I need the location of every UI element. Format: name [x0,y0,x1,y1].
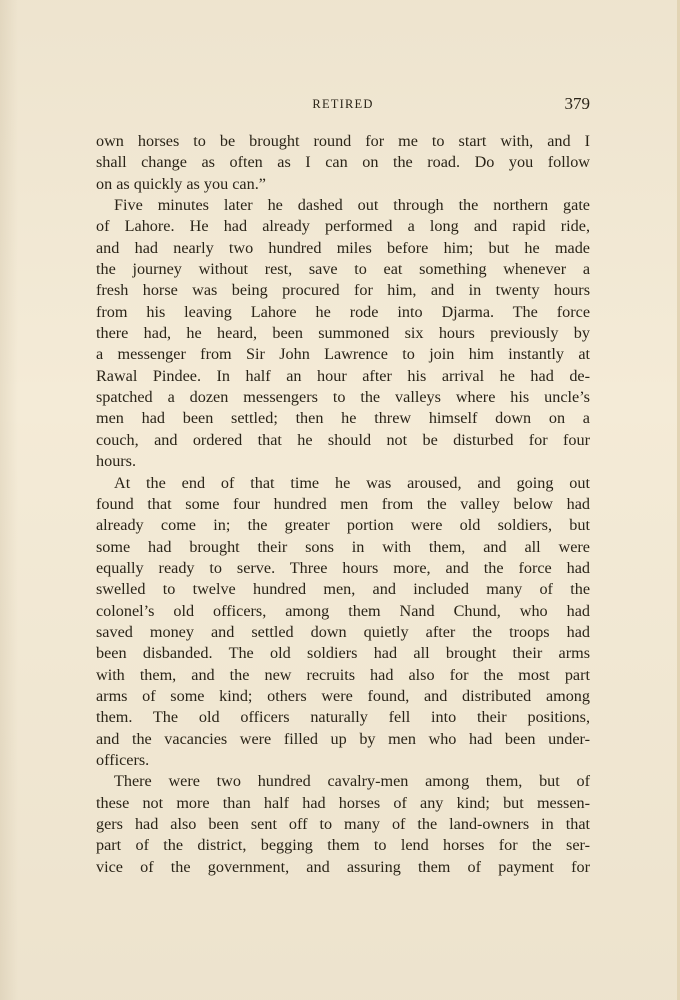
body-text [96,131,590,878]
text-line: fresh horse was being procured for him, and in twenty hours [96,281,590,300]
text-line: found that some four hundred men from the valley below had [96,494,590,513]
text-line: Five minutes later he dashed out through the northern gate [114,196,590,215]
text-line: from his leaving Lahore he rode into Djarma. The force [96,302,590,321]
text-line: saved money and settled down quietly after the troops had [96,622,590,641]
page-number: 379 [564,94,590,113]
text-line: there had, he heard, been summoned six hours previously by [96,324,590,343]
text-line: equally ready to serve. Three hours more, and the force had [96,558,590,577]
text-line: officers. [96,750,150,769]
text-line: a messenger from Sir John Lawrence to join him instantly at [96,345,590,364]
text-line: on as quickly as you can.” [96,174,266,193]
text-line: couch, and ordered that he should not be disturbed for four [96,430,590,449]
paragraph-3 [96,473,590,772]
text-line: men had been settled; then he threw himself down on a [96,409,590,428]
text-line: been disbanded. The old soldiers had all brought their arms [96,644,590,663]
text-line: own horses to be brought round for me to start with, and I [96,132,590,150]
text-line: and had nearly two hundred miles before him; but he made [96,238,590,257]
text-line: vice of the government, and assuring them of payment for [96,857,590,876]
text-line: There were two hundred cavalry-men among them, but of [114,772,590,791]
text-line: and the vacancies were filled up by men who had been under- [96,729,590,748]
text-line: gers had also been sent off to many of the land-owners in that [96,815,590,833]
text-line: hours. [96,452,137,471]
text-line: shall change as often as I can on the road. Do you follow [96,153,590,172]
text-line: part of the district, begging them to lend horses for the ser- [96,836,590,855]
text-line: arms of some kind; others were found, and distributed among [96,686,590,705]
paragraph-4 [96,771,590,878]
text-line: the journey without rest, save to eat something whenever a [96,260,590,279]
text-line: some had brought their sons in with them, and all were [96,537,590,556]
text-line: them. The old officers naturally fell into their positions, [96,708,590,727]
running-title: RETIRED [312,97,374,111]
text-line: At the end of that time he was aroused, and going out [114,473,590,492]
text-line: spatched a dozen messengers to the valleys where his uncle’s [96,388,590,407]
text-line: swelled to twelve hundred men, and included many of the [96,580,590,599]
text-line: with them, and the new recruits had also for the most part [96,665,590,684]
paragraph-1 [96,131,590,195]
text-line: already come in; the greater portion were old soldiers, but [96,516,590,535]
text-line: Rawal Pindee. In half an hour after his arrival he had de- [96,366,590,385]
text-line: colonel’s old officers, among them Nand Chund, who had [96,601,590,620]
text-line: of Lahore. He had already performed a long and rapid ride, [96,217,590,236]
running-head [96,94,590,116]
text-line: these not more than half had horses of any kind; but messen- [96,793,590,812]
paragraph-2 [96,195,590,472]
